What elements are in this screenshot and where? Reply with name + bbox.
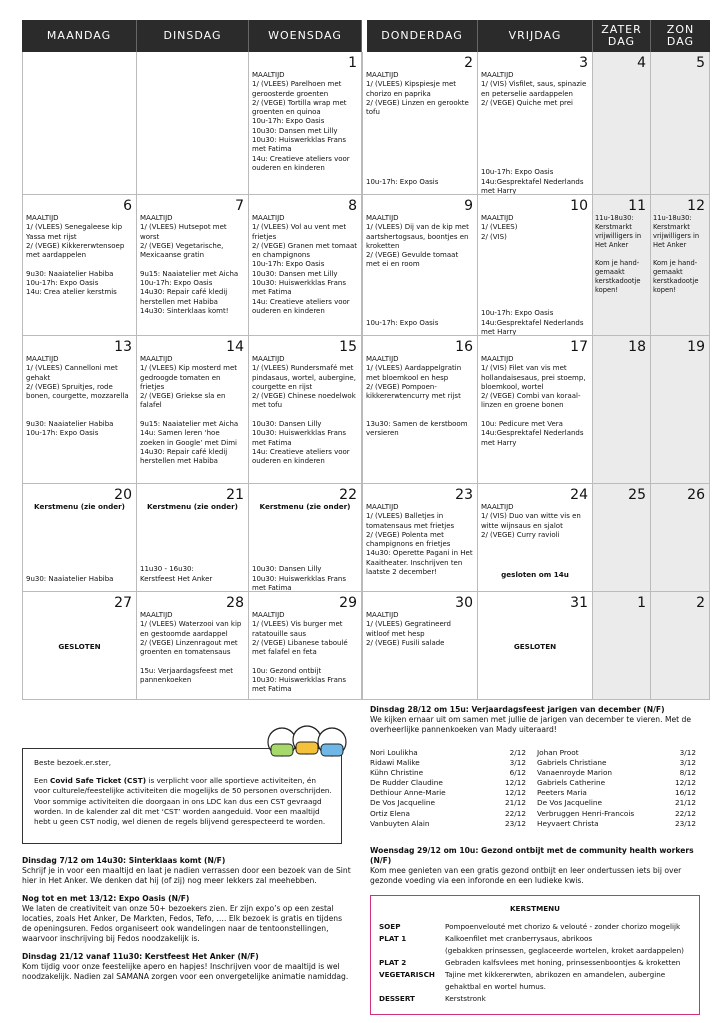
day-content: MAALTIJD 1/ (VLEES) Parelhoen met geroosterde groenten 2/ (VEGE) Tortilla wrap met groenten en quinoa 10u-17h: Expo Oasis 10u30: Dansen met Lilly 10u30: Huiswerkklas Frans met Fatima 14u: Creatieve ateliers voor ouderen en kinderen [252,71,350,172]
day-cell [593,52,651,195]
birthday-name: Heyvaert Christa [537,818,599,828]
day-centered-note: GESLOTEN [58,642,101,651]
day-number: 1 [348,55,357,71]
day-cell [362,484,478,592]
day-cell [478,195,593,336]
menu-course: PLAT 1 [379,934,407,943]
day-header-4: VRIJDAG [478,20,593,52]
birthday-date: 3/12 [679,748,696,757]
menu-dish: Pompoenvelouté met chorizo & velouté - zonder chorizo mogelijk [445,922,681,931]
day-content: MAALTIJD 1/ (VIS) Duo van witte vis en witte wijnsaus en sjalot 2/ (VEGE) Curry ravioli [481,503,581,539]
covid-letter-text: Beste bezoek.er.ster, Een Covid Safe Ticket (CST) is verplicht voor alle sportieve activiteiten, én voor culturele/feestelijke activiteiten die mogelijks de 50 personen overschrijden. Voor sommige activiteiten die doorgaan in ons LDC kan dus een CST gevraagd worden. In de kalender zal dit met ‘CST’ worden aangeduid. Voor een maaltijd hebt u geen CST nodig, wel dienen de regels blijvend gerespecteerd te worden. [34,758,332,827]
birthday-row [370,798,526,808]
day-content: MAALTIJD 1/ (VLEES) Hutsepot met worst 2/ (VEGE) Vegetarische, Mexicaanse gratin 9u15: Naaiatelier met Aicha 10u-17h: Expo Oasis 14u30: Repair café kledij herstellen met Habiba 14u30: Sinterklaas komt! [140,214,239,315]
menu-dish: Kerststronk [445,994,486,1003]
birthday-notice: Dinsdag 28/12 om 15u: Verjaardagsfeest jarigen van december (N/F) We kijken ernaar uit om samen met jullie de jarigen van december te vieren. Met de overheerlijke pannenkoeken van Mady uiteraard! [370,705,692,734]
menu-row [379,945,699,957]
notice-text: We laten de creativiteit van onze 50+ bezoekers zien. Er zijn expo’s op een zestal locaties, zoals Het Anker, De Markten, Fedos, Tefo, …. Elk bezoek is gratis en tijdens de openingsuren. Fedos organiseert ook wandelingen naar de tentoonstellingen, waarvoor inschrijving bij Fedos noodzakelijk is. [22,904,343,943]
day-header-1: DINSDAG [137,20,249,52]
day-cell [593,484,651,592]
menu-course [379,945,445,957]
breakfast-notice: Woensdag 29/12 om 10u: Gezond ontbijt met de community health workers (N/F) Kom mee genieten van een gratis gezond ontbijt en leer ondertussen iets bij over gezonde voeding via een inforonde en een ludieke kwis. [370,846,694,885]
day-header-6: ZON DAG [651,20,710,52]
menu-course: PLAT 2 [379,958,407,967]
day-content: MAALTIJD 1/ (VLEES) Vis burger met ratatouille saus 2/ (VEGE) Libanese taboulé met falafel en feta 10u: Gezond ontbijt 10u30: Huiswerkklas Frans met Fatima [252,611,348,694]
day-number: 22 [339,487,357,503]
day-content: MAALTIJD 1/ (VLEES) Kipspiesje met chorizo en paprika 2/ (VEGE) Linzen en gerookte tofu [366,71,469,117]
day-content: MAALTIJD 1/ (VLEES) Vol au vent met frietjes 2/ (VEGE) Granen met tomaat en champignons 10u-17h: Expo Oasis 10u30: Dansen met Lilly 10u30: Huiswerkklas Frans met Fatima 14u: Creatieve ateliers voor ouderen en kinderen [252,214,358,315]
day-cell [22,592,137,700]
day-footer: 9u30: Naaiatelier Habiba [26,574,114,583]
birthday-name: Ortiz Elena [370,808,411,818]
birthday-row [537,748,696,758]
day-header-3: DONDERDAG [367,20,478,52]
day-cell [137,484,249,592]
birthday-name: Gabriels Christiane [537,758,607,768]
kerstmenu-box [370,895,700,1015]
menu-row [379,933,699,945]
birthday-date: 12/12 [504,778,526,788]
birthday-row [537,788,696,798]
day-number: 2 [696,595,705,611]
notice-title: Dinsdag 7/12 om 14u30: Sinterklaas komt (N/F) [22,856,226,865]
kerstmenu-title: KERSTMENU [509,904,560,913]
day-cell [593,195,651,336]
day-number: 19 [687,339,705,355]
day-number: 26 [687,487,705,503]
birthday-date: 22/12 [504,808,526,818]
day-number: 23 [455,487,473,503]
day-content: MAALTIJD 1/ (VLEES) 2/ (VIS) [481,214,518,241]
day-footer: 10u30: Dansen Lilly 10u30: Huiswerkklas Frans met Fatima [252,565,347,592]
birthday-name: Johan Proot [537,748,579,757]
day-number: 16 [455,339,473,355]
birthday-row [537,819,696,829]
birthday-row [370,819,526,829]
birthday-date: 3/12 [679,758,696,768]
day-content: MAALTIJD 1/ (VLEES) Waterzooi van kip en gestoomde aardappel 2/ (VEGE) Linzenragout met groenten en tomatensaus 15u: Verjaardagsfeest met pannenkoeken [140,611,242,685]
birthday-list-1 [370,748,526,829]
day-cell [478,484,593,592]
day-number: 3 [579,55,588,71]
day-number: 10 [570,198,588,214]
day-content: MAALTIJD 1/ (VLEES) Aardappelgratin met bloemkool en hesp 2/ (VEGE) Pompoen-kikkererwtencurry met rijst 13u30: Samen de kerstboom versieren [366,355,468,438]
menu-course: DESSERT [379,994,415,1003]
day-content: MAALTIJD 1/ (VLEES) Cannelloni met gehakt 2/ (VEGE) Spruitjes, rode bonen, courgette, mozzarella 9u30: Naaiatelier Habiba 10u-17h: Expo Oasis [26,355,129,438]
notice-title: Dinsdag 21/12 vanaf 11u30: Kerstfeest Het Anker (N/F) [22,952,259,961]
birthday-name: De Rudder Claudine [370,778,443,788]
day-cell [651,52,710,195]
day-cell [249,592,362,700]
day-header-5: ZATER DAG [593,20,651,52]
day-cell [22,336,137,484]
day-cell [593,336,651,484]
birthday-date: 22/12 [674,808,696,818]
day-cell [651,336,710,484]
day-cell [478,336,593,484]
day-number: 25 [628,487,646,503]
birthday-date: 23/12 [504,818,526,828]
day-centered-note: Kerstmenu (zie onder) [147,502,238,511]
day-cell [362,336,478,484]
day-number: 2 [464,55,473,71]
day-content: MAALTIJD 1/ (VLEES) Dij van de kip met aartshertogsaus, boontjes en kroketten 2/ (VEGE) Gevulde tomaat met ei en room [366,214,469,269]
day-cell [137,195,249,336]
birthday-name: Vanbuyten Alain [370,818,430,828]
day-footer: 10u-17h: Expo Oasis [366,177,439,186]
menu-course [379,981,445,993]
menu-row [379,969,699,981]
day-cell [362,52,478,195]
birthday-date: 6/12 [509,768,526,778]
birthday-name: De Vos Jacqueline [537,798,602,808]
menu-row [379,957,699,969]
day-footer: 10u-17h: Expo Oasis 14u:Gesprektafel Nederlands met Harry [481,168,584,195]
birthday-row [537,809,696,819]
day-cell [651,484,710,592]
day-content: 11u-18u30: Kerstmarkt vrijwilligers in Het Anker Kom je hand-gemaakt kerstkadootje kopen! [595,214,642,294]
notice-text: Schrijf je in voor een maaltijd en laat je nadien verrassen door een bezoek van de Sint hier in Het Anker. We denken dat hij (of zij) nog meer lekkers zal meehebben. [22,866,351,885]
day-cell [22,195,137,336]
day-cell [249,195,362,336]
day-cell [362,195,478,336]
day-cell [22,484,137,592]
day-cell [478,52,593,195]
day-number: 20 [114,487,132,503]
day-number: 28 [226,595,244,611]
day-cell [593,592,651,700]
day-number: 21 [226,487,244,503]
birthday-row [370,778,526,788]
birthday-row [537,778,696,788]
birthday-name: Dethiour Anne-Marie [370,788,446,798]
day-number: 13 [114,339,132,355]
birthday-name: De Vos Jacqueline [370,798,435,808]
day-number: 31 [570,595,588,611]
notice [22,952,352,982]
birthday-name: Ridawi Malike [370,758,420,768]
birthday-name: Kühn Christine [370,768,424,778]
day-number: 7 [235,198,244,214]
menu-row [379,981,699,993]
day-cell [137,592,249,700]
day-content: MAALTIJD 1/ (VLEES) Senegaleese kip Yassa met rijst 2/ (VEGE) Kikkererwtensoep met aardappelen 9u30: Naaiatelier Habiba 10u-17h: Expo Oasis 14u: Crea atelier kerstmis [26,214,125,297]
day-number: 15 [339,339,357,355]
birthday-row [537,798,696,808]
day-content: MAALTIJD 1/ (VLEES) Rundersmafé met pindasaus, wortel, aubergine, courgette en rijst 2/ (VEGE) Chinese noedelwok met tofu 10u30: Dansen Lilly 10u30: Huiswerkklas Frans met Fatima 14u: Creatieve ateliers voor ouderen en kinderen [252,355,356,466]
birthday-list-2 [537,748,696,829]
day-number: 18 [628,339,646,355]
day-footer: 10u-17h: Expo Oasis 14u:Gesprektafel Nederlands met Harry [481,309,584,336]
day-number: 12 [687,198,705,214]
day-number: 1 [637,595,646,611]
birthday-name: Vanaenroyde Marion [537,768,613,778]
menu-dish: gehaktbal en wortel humus. [445,982,546,991]
notice [22,894,352,944]
day-number: 9 [464,198,473,214]
day-content: 11u-18u30: Kerstmarkt vrijwilligers in Het Anker Kom je hand-gemaakt kerstkadootje kopen! [653,214,700,294]
day-number: 6 [123,198,132,214]
day-content: MAALTIJD 1/ (VLEES) Kip mosterd met gedroogde tomaten en frietjes 2/ (VEGE) Griekse sla en falafel 9u15: Naaiatelier met Aicha 14u: Samen leren ‘hoe zoeken in Google’ met Dimi 14u30: Repair café kledij herstellen met Habiba [140,355,239,466]
day-number: 5 [696,55,705,71]
birthday-date: 12/12 [674,778,696,788]
day-cell [137,52,249,195]
left-notices [22,856,352,990]
day-number: 17 [570,339,588,355]
day-cell [249,52,362,195]
menu-dish: Tajine met kikkererwten, abrikozen en amandelen, aubergine [445,970,666,979]
menu-dish: (gebakken prinsessen, geglaceerde wortelen, kroket aardappelen) [445,946,684,955]
birthday-row [370,788,526,798]
menu-dish: Kalkoenfilet met cranberrysaus, abrikoos [445,934,593,943]
birthday-date: 21/12 [504,798,526,808]
notice-text: Kom tijdig voor onze feestelijke apero en hapjes! Inschrijven voor de maaltijd is wel noodzakelijk. Nadien zal SAMANA zorgen voor een onvergetelijke animatie namiddag. [22,962,349,981]
day-cell [478,592,593,700]
day-centered-note: GESLOTEN [513,642,557,651]
birthday-date: 2/12 [509,748,526,757]
day-cell [249,484,362,592]
day-number: 30 [455,595,473,611]
birthday-name: Peeters Maria [537,788,587,798]
birthday-row [370,758,526,768]
day-number: 4 [637,55,646,71]
day-header-2: WOENSDAG [249,20,362,52]
birthday-row [537,758,696,768]
birthday-row [370,768,526,778]
birthday-name: Nori Loulikha [370,748,418,757]
menu-course: VEGETARISCH [379,970,435,979]
day-header-0: MAANDAG [22,20,137,52]
birthday-row [370,748,526,758]
birthday-name: Verbruggen Henri-Francois [537,808,635,818]
birthday-date: 3/12 [509,758,526,768]
menu-course: SOEP [379,922,401,931]
day-cell [362,592,478,700]
day-footer: 10u-17h: Expo Oasis [366,318,439,327]
birthday-date: 12/12 [504,788,526,798]
day-cell [22,52,137,195]
day-centered-note: Kerstmenu (zie onder) [34,502,125,511]
birthday-row [370,809,526,819]
menu-row [379,921,699,933]
menu-row [379,993,699,1005]
day-number: 8 [348,198,357,214]
birthday-date: 16/12 [674,788,696,798]
day-closing-note: gesloten om 14u [501,570,569,579]
day-number: 27 [114,595,132,611]
day-cell [137,336,249,484]
day-content: MAALTIJD 1/ (VLEES) Balletjes in tomatensaus met frietjes 2/ (VEGE) Polenta met champignons en frietjes 14u30: Operette Pagani in Het Kaaitheater. Inschrijven ten laatste 2 december! [366,503,473,577]
day-content: MAALTIJD 1/ (VIS) Filet van vis met hollandaisesaus, prei stoemp, bloemkool, wortel 2/ (VEGE) Combi van koraal-linzen en groene bonen 10u: Pedicure met Vera 14u:Gesprektafel Nederlands met Harry [481,355,586,447]
day-number: 14 [226,339,244,355]
birthday-name: Gabriels Catherine [537,778,606,788]
notice [22,856,352,886]
day-number: 29 [339,595,357,611]
day-content: MAALTIJD 1/ (VLEES) Gegratineerd witloof met hesp 2/ (VEGE) Fusili salade [366,611,451,647]
day-content: MAALTIJD 1/ (VIS) Visfilet, saus, spinazie en peterselie aardappelen 2/ (VEGE) Quiche met prei [481,71,587,107]
day-cell [651,195,710,336]
birthday-date: 8/12 [679,768,696,778]
day-number: 11 [628,198,646,214]
notice-title: Nog tot en met 13/12: Expo Oasis (N/F) [22,894,190,903]
day-cell [651,592,710,700]
birthday-date: 23/12 [674,818,696,828]
day-number: 24 [570,487,588,503]
day-cell [249,336,362,484]
day-centered-note: Kerstmenu (zie onder) [259,502,351,511]
day-footer: 11u30 - 16u30: Kerstfeest Het Anker [140,565,213,583]
birthday-date: 21/12 [674,798,696,808]
birthday-row [537,768,696,778]
menu-dish: Gebraden kalfsvlees met honing, prinsessenboontjes & kroketten [445,958,681,967]
